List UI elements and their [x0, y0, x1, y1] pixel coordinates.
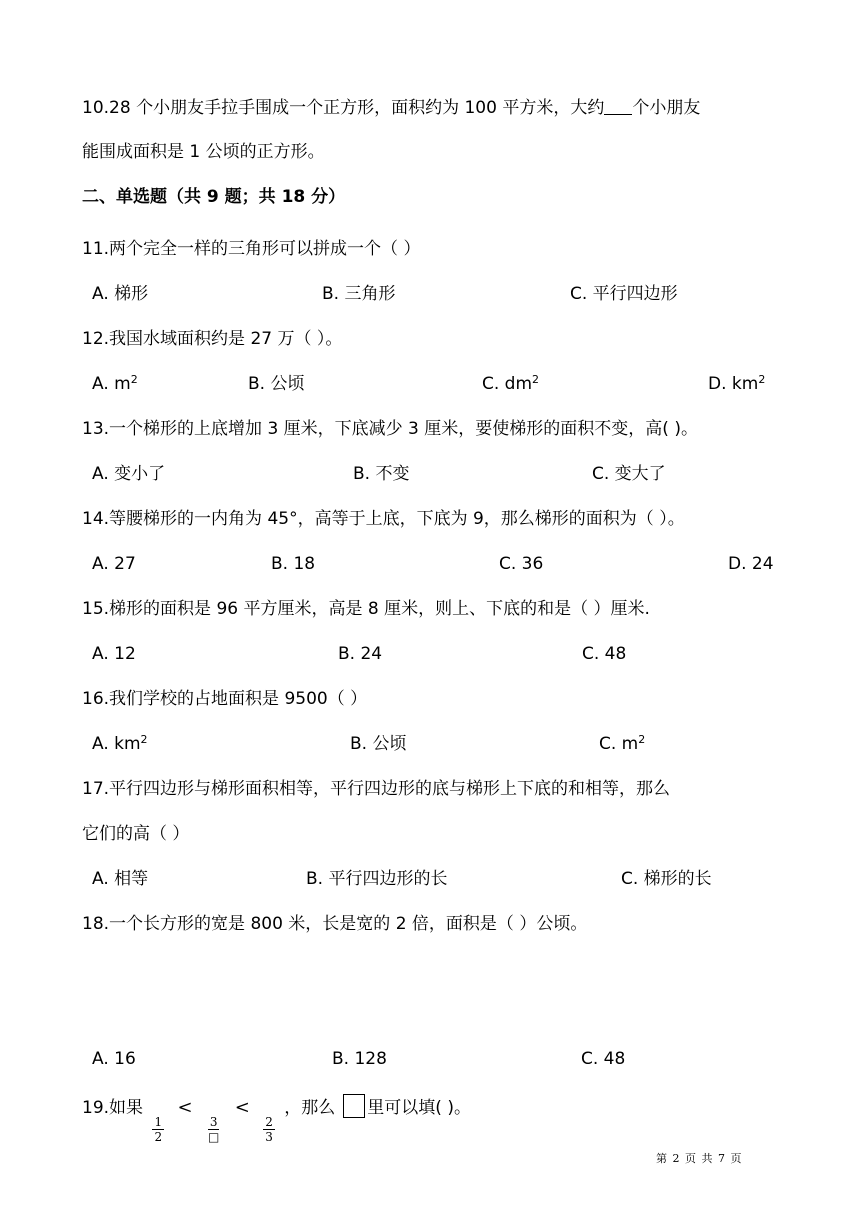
q15-option-c[interactable]: C. 48 — [582, 644, 627, 664]
q12-option-d[interactable]: D. $km^2$ — [708, 373, 766, 394]
q10-blank[interactable] — [604, 96, 632, 115]
fraction-1-2: $\frac{1}{2}$ — [154, 1115, 163, 1144]
q10-line2: 能围成面积是 1 公顷的正方形。 — [82, 142, 325, 162]
less-than-sign: < — [234, 1097, 250, 1118]
answer-box[interactable] — [343, 1094, 365, 1118]
q18-option-c[interactable]: C. 48 — [581, 1049, 626, 1069]
q13-option-a[interactable]: A. 变小了 — [92, 464, 166, 484]
fraction-3-box: $\frac{3}{□}$ — [208, 1115, 220, 1144]
q14-option-a[interactable]: A. 27 — [92, 554, 136, 574]
q12-option-b[interactable]: B. 公顷 — [248, 374, 305, 394]
q17-stem-line2: 它们的高（ ） — [82, 824, 190, 844]
q10-line1: 10.28 个小朋友手拉手围成一个正方形，面积约为 100 平方米，大约 个小朋友 — [82, 98, 701, 118]
q18-option-b[interactable]: B. 128 — [332, 1049, 387, 1069]
q18-option-a[interactable]: A. 16 — [92, 1049, 136, 1069]
q15-option-a[interactable]: A. 12 — [92, 644, 136, 664]
q11-option-a[interactable]: A. 梯形 — [92, 284, 149, 304]
q11-option-b[interactable]: B. 三角形 — [322, 284, 396, 304]
q13-option-c[interactable]: C. 变大了 — [592, 464, 666, 484]
q16-stem: 16.我们学校的占地面积是 9500（ ） — [82, 689, 368, 709]
q11-stem: 11.两个完全一样的三角形可以拼成一个（ ） — [82, 239, 421, 259]
q16-option-c[interactable]: C. $m^2$ — [599, 733, 646, 754]
q17-option-b[interactable]: B. 平行四边形的长 — [306, 869, 448, 889]
q14-option-c[interactable]: C. 36 — [499, 554, 544, 574]
less-than-sign: < — [177, 1097, 193, 1118]
q16-option-b[interactable]: B. 公顷 — [350, 734, 407, 754]
q14-stem: 14.等腰梯形的一内角为 45°，高等于上底，下底为 9，那么梯形的面积为（ ）。 — [82, 509, 685, 529]
q12-option-c[interactable]: C. $dm^2$ — [482, 373, 540, 394]
q14-option-b[interactable]: B. 18 — [271, 554, 316, 574]
q14-option-d[interactable]: D. 24 — [728, 554, 774, 574]
q17-stem-line1: 17.平行四边形与梯形面积相等，平行四边形的底与梯形上下底的和相等，那么 — [82, 779, 671, 799]
q17-option-a[interactable]: A. 相等 — [92, 869, 149, 889]
q13-option-b[interactable]: B. 不变 — [353, 464, 410, 484]
q16-option-a[interactable]: A. $km^2$ — [92, 733, 148, 754]
q17-option-c[interactable]: C. 梯形的长 — [621, 869, 712, 889]
q11-option-c[interactable]: C. 平行四边形 — [570, 284, 678, 304]
q15-option-b[interactable]: B. 24 — [338, 644, 383, 664]
q12-stem: 12.我国水域面积约是 27 万（ ）。 — [82, 329, 343, 349]
q13-stem: 13.一个梯形的上底增加 3 厘米，下底减少 3 厘米，要使梯形的面积不变，高( )。 — [82, 419, 698, 439]
q15-stem: 15.梯形的面积是 96 平方厘米，高是 8 厘米，则上、下底的和是（ ）厘米. — [82, 599, 650, 619]
section-heading: 二、单选题（共 9 题；共 18 分） — [82, 187, 346, 207]
q12-option-a[interactable]: A. $m^2$ — [92, 373, 138, 394]
q19-stem: 19.如果 $\frac{1}{2}$ < $\frac{3}{□}$ < $\frac{2}{3}$ ，那么 里可以填( )。 — [82, 1093, 471, 1144]
page-footer: 第 2 页 共 7 页 — [656, 1152, 743, 1165]
fraction-2-3: $\frac{2}{3}$ — [265, 1115, 273, 1144]
q18-stem: 18.一个长方形的宽是 800 米，长是宽的 2 倍，面积是（ ）公顷。 — [82, 914, 588, 934]
